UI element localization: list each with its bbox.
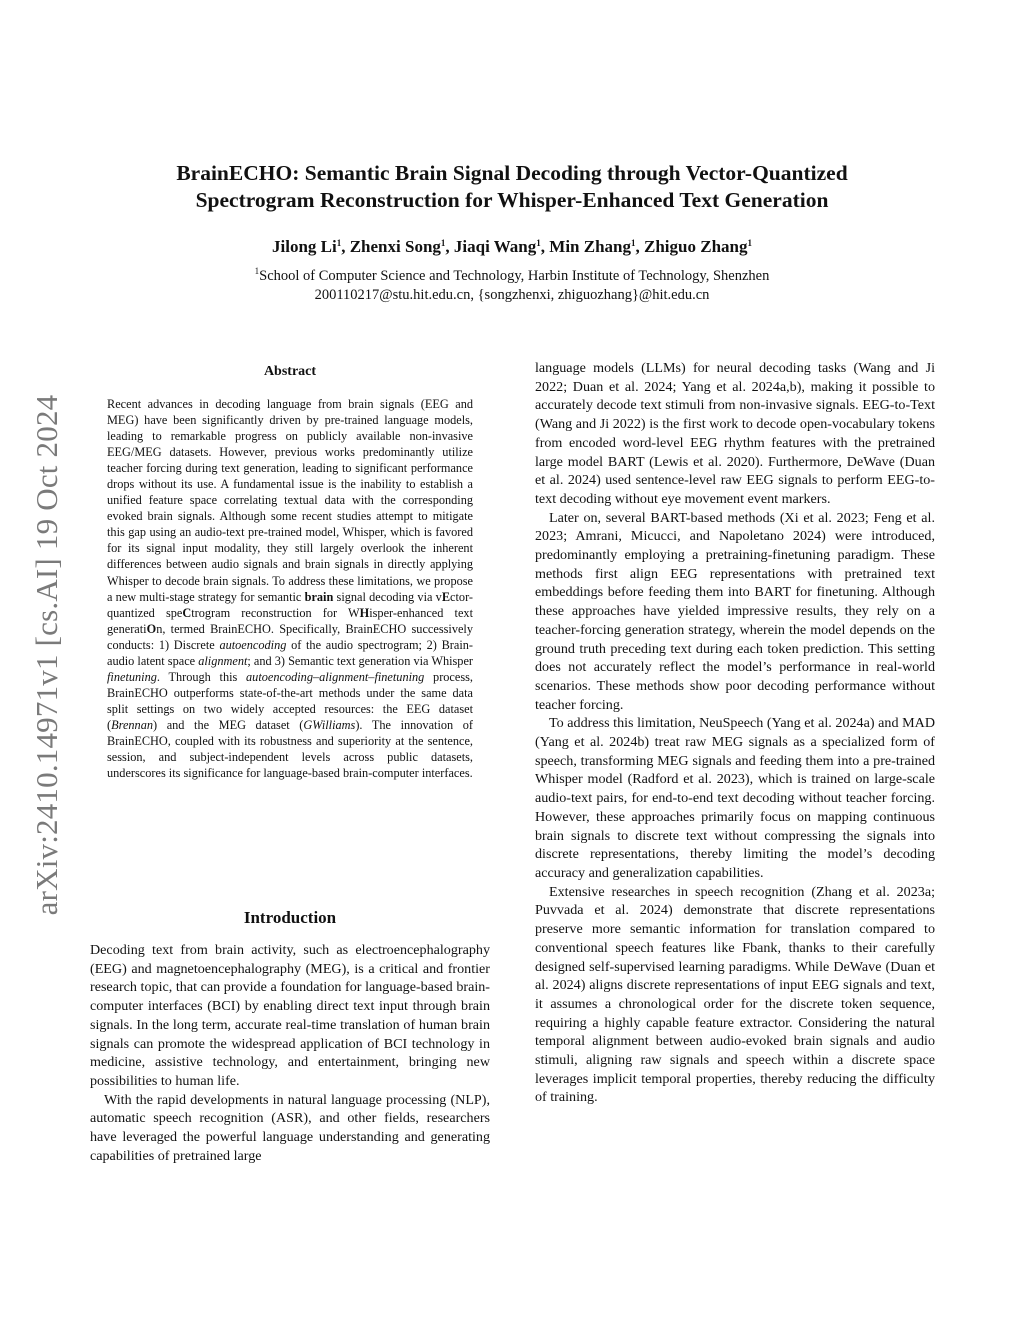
author-name: Jilong Li xyxy=(272,237,337,256)
author-list: Jilong Li$^1$, Zhenxi Song$^1$, Jiaqi Wang$^1$, Min Zhang$^1$, Zhiguo Zhang$^1$ xyxy=(272,237,752,256)
abstract-heading: Abstract xyxy=(263,364,317,379)
arxiv-stamp: arXiv:2410.14971v1 [cs.AI] 19 Oct 2024 xyxy=(29,394,64,916)
title-line-2: Spectrogram Reconstruction for Whisper-Enhanced Text Generation xyxy=(195,188,829,212)
affiliation-block xyxy=(100,267,924,305)
abstract-text: Recent advances in decoding language from brain signals (EEG and MEG) have been significantly driven by pre-trained language models, leading to remarkable progress on publicly available non-invasive EEG/MEG datasets. However, previous works predominantly utilize teacher forcing during text generation, leading to significant performance drops without its use. A fundamental issue is the inability to establish a unified feature space correlating textual data with the corresponding evoked brain signals. Although some recent studies attempt to mitigate this gap using an audio-text pre-trained model, Whisper, which is favored for its signal input modality, they still largely overlook the inherent differences between audio signals and brain signals in directly applying Whisper to decode brain signals. To address these limitations, we propose a new multi-stage strategy for semantic brain signal decoding via vEctor-quantized speCtrogram reconstruction for WHisper-enhanced text generatiOn, termed BrainECHO. Specifically, BrainECHO successively conducts: 1) Discrete autoencoding of the audio spectrogram; 2) Brain-audio latent space alignment; and 3) Semantic text generation via Whisper finetuning. Through this autoencoding–alignment–finetuning process, BrainECHO outperforms state-of-the-art methods under the same data split settings on two widely accepted resources: the EEG dataset (Brennan) and the MEG dataset (GWilliams). The innovation of BrainECHO, coupled with its robustness and superiority at the sentence, session, and subject-independent levels across public datasets, underscores its significance for language-based brain-computer interfaces. xyxy=(107,397,474,781)
introduction-heading: Introduction xyxy=(243,908,337,927)
author-affiliation-mark: 1 xyxy=(336,238,342,248)
body-paragraph: To address this limitation, NeuSpeech (Yang et al. 2024a) and MAD (Yang et al. 2024b) treat raw MEG signals as a specialized form of speech, transforming MEG signals and feeding them into a pre-trained Whisper model (Radford et al. 2023), which is trained on large-scale audio-text pairs, for end-to-end text decoding without teacher forcing. However, these approaches primarily focus on mapping continuous brain signals to discrete text without compressing the signals into discrete representations, thereby limiting the model’s decoding accuracy and generalization capabilities. xyxy=(535,715,935,881)
right-column-body xyxy=(535,359,935,1107)
author-name: Zhiguo Zhang xyxy=(644,237,748,256)
author-affiliation-mark: 1 xyxy=(631,238,636,248)
left-column-body xyxy=(90,941,490,1165)
author-emails: 200110217@stu.hit.edu.cn, {songzhenxi, zhiguozhang}@hit.edu.cn xyxy=(314,287,710,303)
affiliation-text: School of Computer Science and Technology, Harbin Institute of Technology, Shenzhen xyxy=(259,268,770,284)
body-paragraph: language models (LLMs) for neural decoding tasks (Wang and Ji 2022; Duan et al. 2024; Yang et al. 2024a,b), making it possible to accurately decode text stimuli from non-invasive signals. EEG-to-Text (Wang and Ji 2022) is the first work to decode open-vocabulary tokens from encoded word-level EEG rhythm features with the pretrained large model BART (Lewis et al. 2020). Furthermore, DeWave (Duan et al. 2024) used sentence-level raw EEG signals to perform EEG-to-text decoding without eye movement event markers. xyxy=(535,360,935,507)
body-paragraph: Later on, several BART-based methods (Xi et al. 2023; Feng et al. 2023; Amrani, Micucci, and Napoletano 2024) were introduced, predominantly employing a pretraining-finetuning paradigm. These methods first align EEG representations with pretrained text embeddings before feeding them into BART for finetuning. Although these approaches have yielded impressive results, they rely on a teacher-forcing generation strategy, wherein the model depends on the ground truth preceding text during each token prediction. This setting does not accurately reflect the model’s performance in real-world scenarios. These methods show poor decoding performance without teacher forcing. xyxy=(535,509,935,713)
paper-title xyxy=(100,160,924,214)
author-name: Min Zhang xyxy=(549,237,632,256)
title-line-1: BrainECHO: Semantic Brain Signal Decoding through Vector-Quantized xyxy=(176,161,848,185)
affiliation-mark: 1 xyxy=(254,266,260,276)
author-affiliation-mark: 1 xyxy=(747,238,752,248)
body-paragraph: With the rapid developments in natural language processing (NLP), automatic speech recognition (ASR), and other fields, researchers have leveraged the powerful language understanding and generating capabilities of pretrained large xyxy=(90,1091,490,1164)
author-name: Zhenxi Song xyxy=(349,237,441,256)
author-affiliation-mark: 1 xyxy=(440,238,446,248)
author-affiliation-mark: 1 xyxy=(536,238,541,248)
body-paragraph: Decoding text from brain activity, such as electroencephalography (EEG) and magnetoencephalography (MEG), is a critical and frontier research topic, that can provide a foundation for language-based brain-computer interfaces (BCI) by enabling direct text input through brain signals. In the long term, accurate real-time translation of human brain signals can promote the widespread application of BCI technology in medicine, assistive technology, and entertainment, bringing new possibilities to human life. xyxy=(90,942,490,1089)
author-name: Jiaqi Wang xyxy=(453,237,537,256)
body-paragraph: Extensive researches in speech recognition (Zhang et al. 2023a; Puvvada et al. 2024) demonstrate that discrete representations preserve more semantic information for translation compared to conventional speech features like Fbank, thanks to their carefully designed self-supervised learning paradigms. While DeWave (Duan et al. 2024) aligns discrete representations of input EEG signals and text, it assumes a chronological order for the discrete token sequence, requiring a highly capable feature extractor. Considering the natural temporal alignment between audio-evoked brain signals and audio stimuli, aligning raw signals and speech within a discrete space leverages implicit temporal properties, thereby reducing the difficulty of training. xyxy=(535,883,935,1106)
